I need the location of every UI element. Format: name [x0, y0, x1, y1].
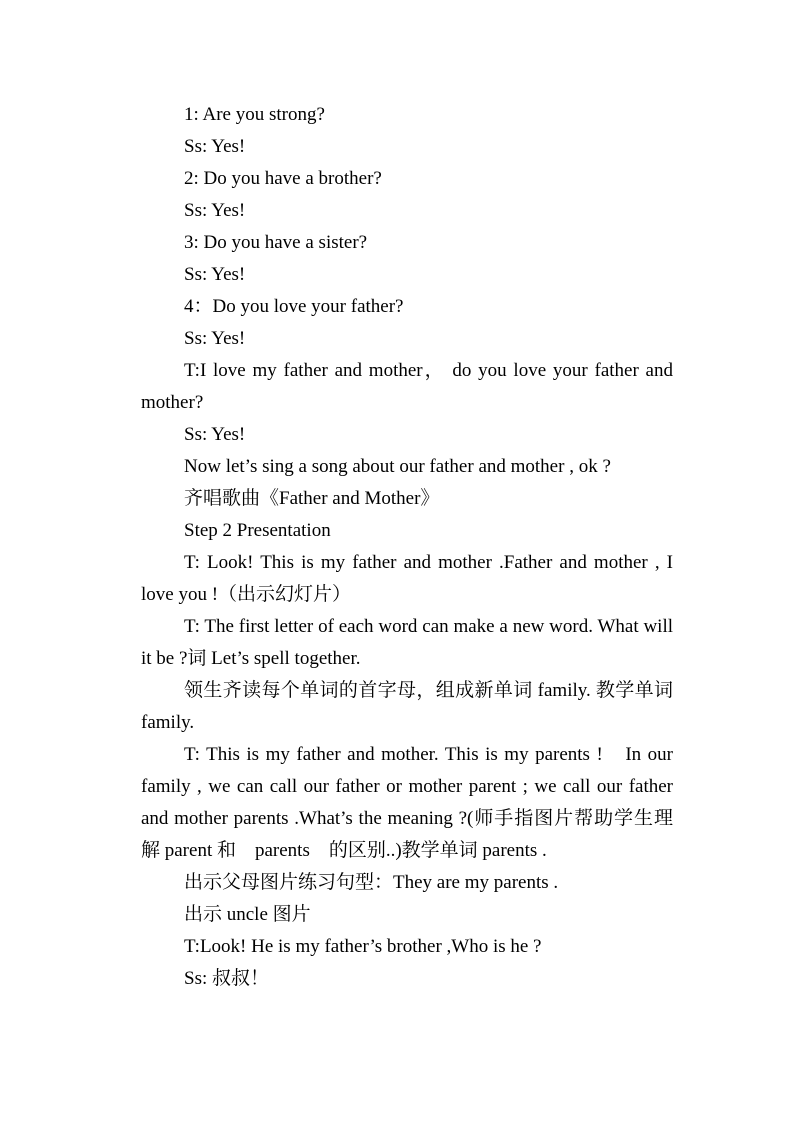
dialogue-line: Ss: Yes!: [184, 136, 246, 157]
paragraph-first-letter: T: The first letter of each word can make a new word. What will it be ?词 Let’s spell together.: [141, 616, 673, 669]
paragraph-love: T:I love my father and mother， do you love your father and mother?: [141, 360, 673, 413]
dialogue-line: Ss: Yes!: [184, 264, 246, 285]
document-page: [141, 99, 673, 995]
step-heading: Step 2 Presentation: [184, 520, 331, 541]
uncle-answer: Ss: 叔叔！: [184, 968, 269, 989]
sing-prompt: Now let’s sing a song about our father and mother , ok ?: [184, 456, 611, 477]
uncle-question: T:Look! He is my father’s brother ,Who is he ?: [184, 936, 542, 957]
paragraph-parents: T: This is my father and mother. This is my parents ! In our family , we can call our father or mother parent ; we call our father and mother parents .What’s the meaning ?(师手指图片帮助学生理解 parent 和 parents 的区别..)教学单词 parents .: [141, 744, 673, 861]
paragraph-look: T: Look! This is my father and mother .Father and mother , I love you !（出示幻灯片）: [141, 552, 673, 605]
show-parents: 出示父母图片练习句型：They are my parents .: [184, 872, 559, 893]
dialogue-line: Ss: Yes!: [184, 424, 246, 445]
dialogue-line: Ss: Yes!: [184, 200, 246, 221]
dialogue-line: 1: Are you strong?: [184, 104, 325, 125]
dialogue-line: 3: Do you have a sister?: [184, 232, 368, 253]
dialogue-line: 2: Do you have a brother?: [184, 168, 382, 189]
dialogue-line: 4：Do you love your father?: [184, 296, 404, 317]
dialogue-line: Ss: Yes!: [184, 328, 246, 349]
paragraph-family: 领生齐读每个单词的首字母，组成新单词 family. 教学单词 family.: [141, 680, 673, 733]
show-uncle: 出示 uncle 图片: [184, 904, 311, 925]
sing-song: 齐唱歌曲《Father and Mother》: [184, 488, 440, 509]
